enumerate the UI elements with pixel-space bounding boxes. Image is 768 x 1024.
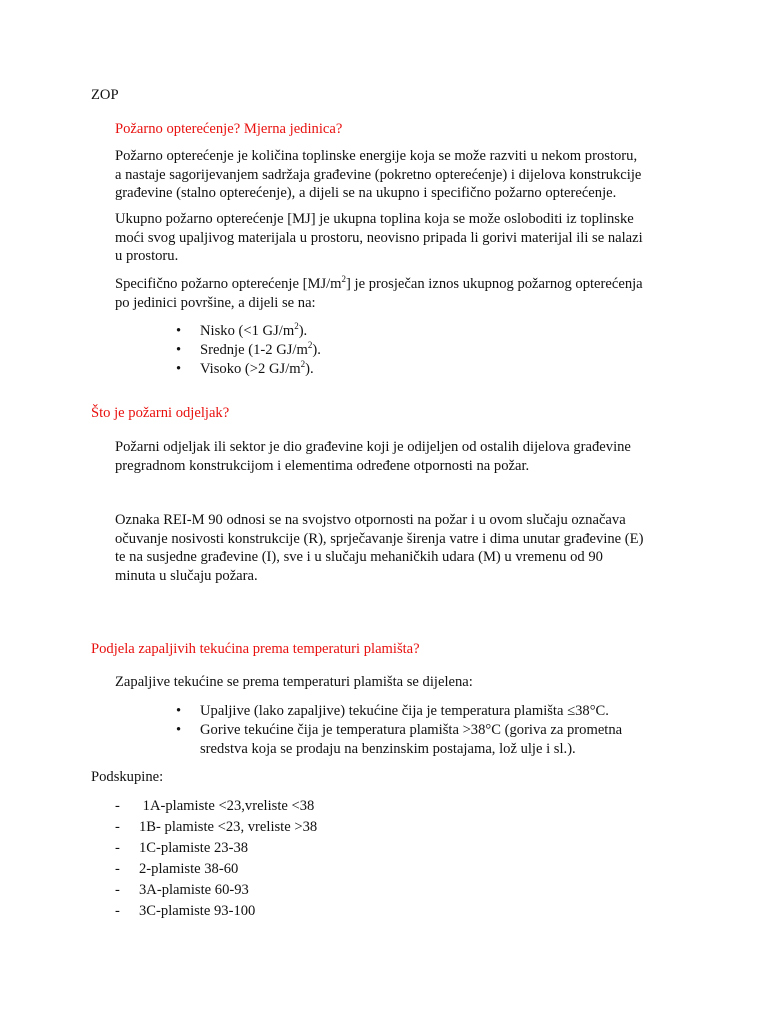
dash-icon: - [115,840,120,856]
bullet-icon: • [176,342,182,358]
dash-icon: - [115,798,120,814]
text-line: te na susjedne građevine (I), sve i u slučaju mehaničkih udara (M) u vremenu od 90 [115,549,603,565]
bullet-icon: • [176,361,182,377]
paragraph-fire-load-definition [115,147,685,203]
section-heading-fire-load: Požarno opterećenje? Mjerna jedinica? [115,121,343,137]
text-line: u prostoru. [115,248,179,264]
paragraph-flammable-intro: Zapaljive tekućine se prema temperaturi plamišta se dijelena: [115,674,473,690]
bullet-icon: • [176,703,182,719]
text-line: očuvanje nosivosti konstrukcije (R), sprječavanje širenja vatre i dima unutar građevine (E) [115,530,644,547]
paragraph-rei-m-90 [115,511,685,585]
bullet-icon: • [176,323,182,339]
text-line: građevine (stalno opterećenje), a dijeli se na ukupno i specifično požarno opterećenje. [115,185,617,201]
dash-icon: - [115,861,120,877]
text-line: Specifično požarno opterećenje $[MJ/m^2]$ je prosječan iznos ukupnog požarnog opterećenja [115,274,643,292]
text-line: pregradnom konstrukcijom i elementima određene otpornosti na požar. [115,457,530,474]
dash-icon: - [115,903,120,919]
bullet-icon: • [176,722,182,738]
text-line: moći svog upaljivog materijala u prostoru, neovisno pripada li gorivi materijal ili se nalazi [115,229,643,246]
dash-icon: - [115,819,120,835]
text-line: po jedinici površine, a dijeli se na: [115,294,316,311]
subgroups-label: Podskupine: [91,769,164,785]
dash-icon: - [115,882,120,898]
text-line: Ukupno požarno opterećenje [MJ] je ukupna toplina koja se može osloboditi iz toplinske [115,211,634,227]
text-line: Požarno opterećenje je količina toplinske energije koja se može razviti u nekom prostoru, [115,148,638,164]
text-line: minuta u slučaju požara. [115,567,258,584]
section-heading-flammable-liquids: Podjela zapaljivih tekućina prema temperaturi plamišta? [91,641,420,657]
paragraph-total-fire-load [115,210,685,266]
text-line: Oznaka REI-M 90 odnosi se na svojstvo otpornosti na požar i u ovom slučaju označava [115,512,626,528]
paragraph-fire-compartment [115,438,685,475]
text-line: a nastaje sagorijevanjem sadržaja građevine (pokretno opterećenje) i dijelova konstrukcije [115,166,642,183]
document-title: ZOP [91,87,119,103]
paragraph-specific-fire-load [115,275,685,312]
text-line: Požarni odjeljak ili sektor je dio građevine koji je odijeljen od ostalih dijelova građevine [115,439,631,455]
section-heading-fire-compartment: Što je požarni odjeljak? [91,405,230,421]
